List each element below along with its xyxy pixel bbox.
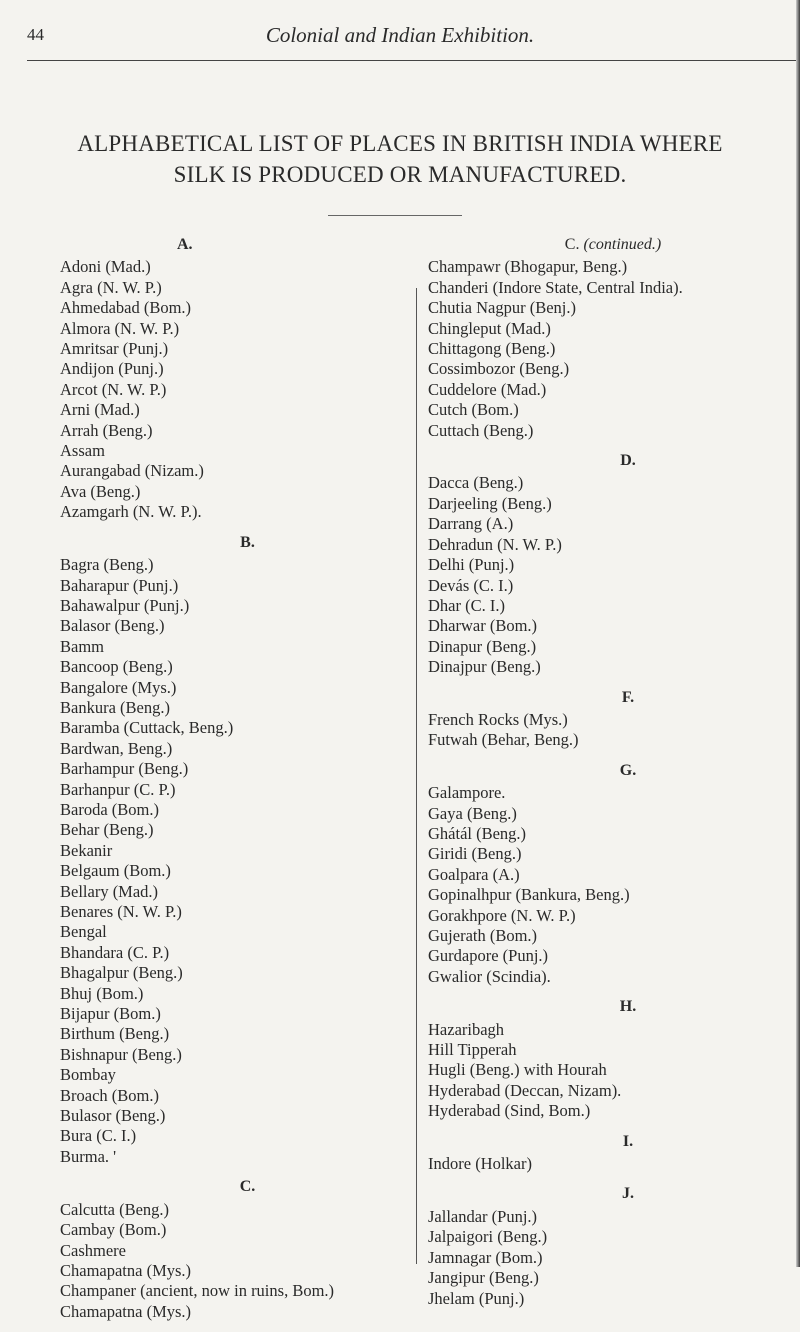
place-entry: Baramba (Cuttack, Beng.) xyxy=(60,718,234,738)
place-entry: Gorakhpore (N. W. P.) xyxy=(428,905,576,925)
place-entry: Dinapur (Beng.) xyxy=(428,636,537,656)
header-rule xyxy=(27,60,800,61)
place-entry: Cuttach (Beng.) xyxy=(428,420,534,440)
place-entry: French Rocks (Mys.) xyxy=(428,709,568,729)
section-letter: F. xyxy=(621,688,635,706)
place-entry: Ghátál (Beng.) xyxy=(428,823,527,843)
place-entry: Chittagong (Beng.) xyxy=(428,339,556,359)
place-entry: Jalpaigori (Beng.) xyxy=(428,1227,548,1247)
place-entry: Hyderabad (Deccan, Nizam). xyxy=(428,1080,622,1100)
place-entry: Bura (C. I.) xyxy=(60,1126,137,1146)
place-entry: Dinajpur (Beng.) xyxy=(428,657,541,677)
place-entry: Bijapur (Bom.) xyxy=(60,1004,161,1024)
place-entry: Bengal xyxy=(60,922,107,942)
place-entry: Bhandara (C. P.) xyxy=(60,942,170,962)
section-letter: J. xyxy=(622,1185,634,1203)
place-entry: Adoni (Mad.) xyxy=(60,257,151,277)
page-edge-shadow xyxy=(796,0,800,1267)
place-entry: Bankura (Beng.) xyxy=(60,697,170,717)
place-entry: Baroda (Bom.) xyxy=(60,799,159,819)
place-entry: Gwalior (Scindia). xyxy=(428,966,551,986)
continued-label: (continued.) xyxy=(583,236,662,253)
place-entry: Bulasor (Beng.) xyxy=(60,1106,166,1126)
place-entry: Bamm xyxy=(60,636,104,656)
place-entry: Delhi (Punj.) xyxy=(428,555,515,575)
section-c xyxy=(428,235,798,441)
place-entry: Ava (Beng.) xyxy=(60,481,141,501)
place-entry: Jamnagar (Bom.) xyxy=(428,1247,543,1267)
place-entry: Jhelam (Punj.) xyxy=(428,1288,525,1308)
place-entry: Bishnapur (Beng.) xyxy=(60,1044,182,1064)
place-entry: Ahmedabad (Bom.) xyxy=(60,298,192,318)
place-entry: Cossimbozor (Beng.) xyxy=(428,359,570,379)
place-entry: Azamgarh (N. W. P.). xyxy=(60,502,202,522)
place-entry: Bhuj (Bom.) xyxy=(60,983,144,1003)
place-entry: Agra (N. W. P.) xyxy=(60,277,162,297)
place-entry: Amritsar (Punj.) xyxy=(60,339,169,359)
place-entry: Champaner (ancient, now in ruins, Bom.) xyxy=(60,1281,335,1301)
place-entry: Bangalore (Mys.) xyxy=(60,677,177,697)
place-entry: Broach (Bom.) xyxy=(60,1085,159,1105)
place-entry: Bhagalpur (Beng.) xyxy=(60,963,183,983)
section-h xyxy=(428,997,798,1121)
place-entry: Bahawalpur (Punj.) xyxy=(60,595,190,615)
place-entry: Balasor (Beng.) xyxy=(60,616,165,636)
place-entry: Chamapatna (Mys.) xyxy=(60,1301,192,1321)
title-rule xyxy=(328,215,462,216)
place-entry: Chutia Nagpur (Benj.) xyxy=(428,298,577,318)
title-line-2: SILK IS PRODUCED OR MANUFACTURED. xyxy=(173,162,627,187)
place-entry: Giridi (Beng.) xyxy=(428,844,522,864)
place-entry: Assam xyxy=(60,441,105,461)
section-letter: H. xyxy=(619,998,637,1016)
section-a xyxy=(60,235,405,523)
place-entry: Chingleput (Mad.) xyxy=(428,318,551,338)
place-entry: Bagra (Beng.) xyxy=(60,555,154,575)
section-j xyxy=(428,1184,798,1308)
left-column xyxy=(60,235,405,1332)
place-entry: Belgaum (Bom.) xyxy=(60,861,171,881)
section-letter: B. xyxy=(240,533,255,551)
page-number: 44 xyxy=(27,25,44,44)
page-title xyxy=(0,128,800,190)
place-entry: Cutch (Bom.) xyxy=(428,400,519,420)
place-entry: Dehradun (N. W. P.) xyxy=(428,534,562,554)
place-entry: Arrah (Beng.) xyxy=(60,420,153,440)
place-entry: Bancoop (Beng.) xyxy=(60,657,173,677)
place-entry: Barhampur (Beng.) xyxy=(60,759,189,779)
place-entry: Bekanir xyxy=(60,840,113,860)
place-entry: Jallandar (Punj.) xyxy=(428,1206,538,1226)
running-title: Colonial and Indian Exhibition. xyxy=(265,23,535,47)
section-i xyxy=(428,1132,798,1175)
section-letter xyxy=(428,235,798,255)
section-letter: C. xyxy=(239,1178,256,1196)
place-entry: Arni (Mad.) xyxy=(60,400,140,420)
place-entry: Cuddelore (Mad.) xyxy=(428,379,547,399)
section-f xyxy=(428,688,798,751)
place-entry: Calcutta (Beng.) xyxy=(60,1199,170,1219)
place-entry: Andijon (Punj.) xyxy=(60,359,164,379)
place-entry: Jangipur (Beng.) xyxy=(428,1268,539,1288)
column-divider xyxy=(416,288,417,1264)
place-entry: Gurdapore (Punj.) xyxy=(428,946,549,966)
place-entry: Galampore. xyxy=(428,783,506,803)
place-entry: Bardwan, Beng.) xyxy=(60,738,173,758)
place-entry: Indore (Holkar) xyxy=(428,1154,532,1174)
place-entry: Dhar (C. I.) xyxy=(428,595,505,615)
place-entry: Dharwar (Bom.) xyxy=(428,616,538,636)
place-entry: Burma. ' xyxy=(60,1146,117,1166)
place-entry: Darrang (A.) xyxy=(428,514,514,534)
place-entry: Hugli (Beng.) with Hourah xyxy=(428,1060,607,1080)
place-entry: Goalpara (A.) xyxy=(428,864,520,884)
section-c xyxy=(60,1177,405,1322)
place-entry: Baharapur (Punj.) xyxy=(60,575,179,595)
place-entry: Barhanpur (C. P.) xyxy=(60,779,176,799)
place-entry: Behar (Beng.) xyxy=(60,820,154,840)
place-entry: Cambay (Bom.) xyxy=(60,1220,167,1240)
place-entry: Hazaribagh xyxy=(428,1019,505,1039)
place-entry: Gujerath (Bom.) xyxy=(428,926,538,945)
place-entry: Chamapatna (Mys.) xyxy=(60,1260,192,1280)
place-entry: Champawr (Bhogapur, Beng.) xyxy=(428,257,628,277)
place-entry: Hyderabad (Sind, Bom.) xyxy=(428,1101,591,1121)
place-entry: Gaya (Beng.) xyxy=(428,803,517,823)
section-d xyxy=(428,451,798,677)
place-entry: Bombay xyxy=(60,1065,116,1085)
place-entry: Birthum (Beng.) xyxy=(60,1024,170,1044)
place-entry: Chanderi (Indore State, Central India). xyxy=(428,277,683,297)
place-entry: Futwah (Behar, Beng.) xyxy=(428,730,579,750)
section-letter: G. xyxy=(619,761,637,779)
section-letter-text: C. xyxy=(564,236,580,253)
section-letter: A. xyxy=(177,236,193,253)
title-line-1: ALPHABETICAL LIST OF PLACES IN BRITISH INDIA WHERE xyxy=(77,131,723,156)
place-entry: Hill Tipperah xyxy=(428,1040,517,1060)
place-entry: Dacca (Beng.) xyxy=(428,473,524,493)
place-entry: Gopinalhpur (Bankura, Beng.) xyxy=(428,885,630,905)
section-b xyxy=(60,533,405,1168)
place-entry: Cashmere xyxy=(60,1240,126,1260)
right-column xyxy=(428,235,798,1319)
place-entry: Darjeeling (Beng.) xyxy=(428,493,552,513)
place-entry: Almora (N. W. P.) xyxy=(60,318,180,338)
section-g xyxy=(428,761,798,987)
section-letter: I. xyxy=(622,1132,634,1150)
place-entry: Aurangabad (Nizam.) xyxy=(60,461,204,481)
place-entry: Arcot (N. W. P.) xyxy=(60,379,167,399)
place-entry: Benares (N. W. P.) xyxy=(60,902,182,921)
section-letter: D. xyxy=(620,452,636,470)
place-entry: Bellary (Mad.) xyxy=(60,881,159,901)
place-entry: Devás (C. I.) xyxy=(428,575,514,595)
